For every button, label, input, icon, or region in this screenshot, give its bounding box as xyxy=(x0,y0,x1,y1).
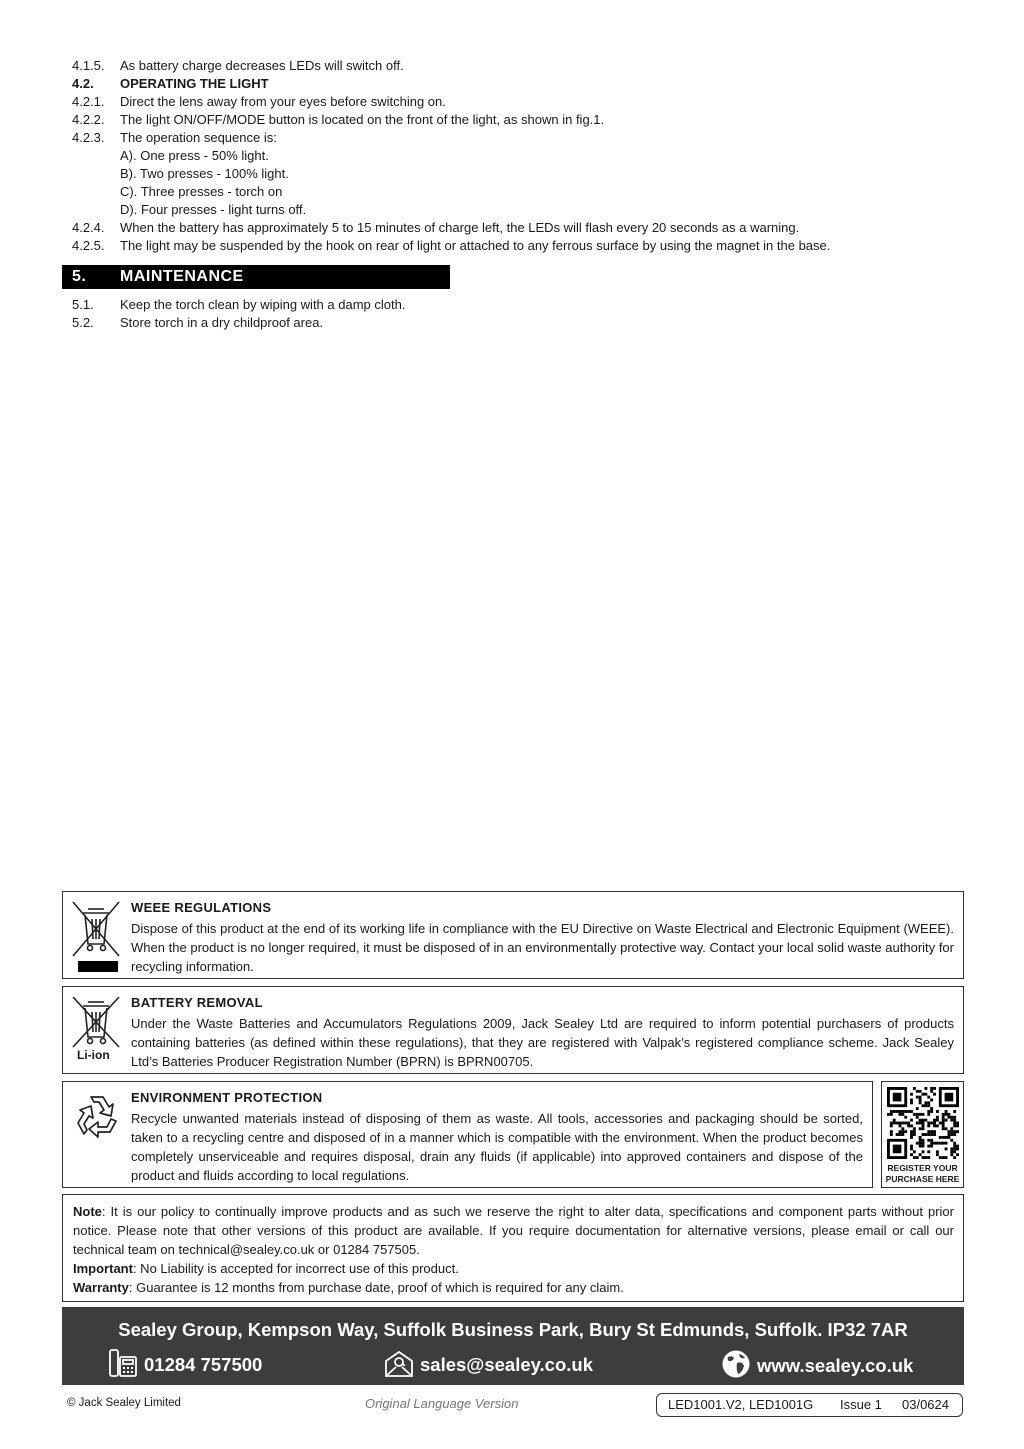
copyright-text: © Jack Sealey Limited xyxy=(67,1397,181,1409)
contact-footer xyxy=(62,1307,964,1385)
phone-contact[interactable]: 01284 757500 xyxy=(108,1349,262,1377)
instruction-4-2-1: 4.2.1. Direct the lens away from your eyes before switching on. xyxy=(72,94,446,109)
sequence-step-a: A). One press - 50% light. xyxy=(120,148,269,163)
battery-body: Under the Waste Batteries and Accumulators Regulations 2009, Jack Sealey Ltd are required to inform potential purchasers of products containing batteries (as defined within these regulations), that they are registered with Valpak’s registered compliance scheme. Jack Sealey Ltd’s Batteries Producer Registration Number (BPRN) is BPRN00705. xyxy=(131,1016,954,1069)
warranty-paragraph: Warranty: Guarantee is 12 months from purchase date, proof of which is required for any claim. xyxy=(73,1280,624,1295)
environment-title: ENVIRONMENT PROTECTION xyxy=(131,1090,323,1105)
maintenance-item-5-1: 5.1. Keep the torch clean by wiping with a damp cloth. xyxy=(72,297,406,312)
maintenance-number: 5. xyxy=(72,268,87,285)
li-ion-label: Li-ion xyxy=(77,1048,110,1062)
note-paragraph: Note: It is our policy to continually improve products and as such we reserve the right to alter data, specifications and component parts without prior notice. Please note that other versions of this product are available. If you require documentation for alternative versions, please email or call our technical team on technical@sealey.co.uk or 01284 757505. xyxy=(73,1204,954,1257)
qr-code-icon[interactable] xyxy=(887,1087,959,1159)
weee-title: WEEE REGULATIONS xyxy=(131,900,272,915)
phone-icon xyxy=(108,1349,138,1377)
environment-body: Recycle unwanted materials instead of disposing of them as waste. All tools, accessories and packaging should be sorted, taken to a recycling centre and disposed of in a manner which is compatible with the environment. When the product becomes completely unserviceable and requires disposal, drain any fluids (if applicable) into approved containers and dispose of the product and fluids according to local regulations. xyxy=(131,1111,863,1183)
battery-title: BATTERY REMOVAL xyxy=(131,995,263,1010)
register-purchase-label: REGISTER YOUR PURCHASE HERE xyxy=(885,1163,960,1184)
note-box xyxy=(62,1194,964,1302)
document-reference xyxy=(656,1393,963,1417)
sequence-step-b: B). Two presses - 100% light. xyxy=(120,166,289,181)
globe-icon xyxy=(721,1349,751,1379)
instruction-4-2-4: 4.2.4. When the battery has approximately 5 to 15 minutes of charge left, the LEDs will flash every 20 seconds as a warning. xyxy=(72,220,800,235)
maintenance-heading xyxy=(62,265,450,289)
instruction-4-1-5: 4.1.5. As battery charge decreases LEDs will switch off. xyxy=(72,58,404,73)
register-purchase-box[interactable] xyxy=(881,1081,964,1188)
issue-date: 03/0624 xyxy=(902,1397,949,1412)
email-icon xyxy=(384,1349,414,1377)
maintenance-item-5-2: 5.2. Store torch in a dry childproof area. xyxy=(72,315,324,330)
weee-regulations-box xyxy=(62,891,964,979)
instruction-4-2-3: 4.2.3. The operation sequence is: xyxy=(72,130,277,145)
battery-removal-box xyxy=(62,986,964,1074)
instruction-4-2-5: 4.2.5. The light may be suspended by the hook on rear of light or attached to any ferrous surface by using the magnet in the base. xyxy=(72,238,831,253)
sequence-step-d: D). Four presses - light turns off. xyxy=(120,202,307,217)
model-numbers: LED1001.V2, LED1001G xyxy=(668,1397,814,1412)
environment-protection-box xyxy=(62,1081,873,1188)
company-address: Sealey Group, Kempson Way, Suffolk Business Park, Bury St Edmunds, Suffolk. IP32 7AR xyxy=(118,1319,908,1340)
crossed-bin-icon xyxy=(71,900,121,972)
website-contact[interactable]: www.sealey.co.uk xyxy=(721,1349,913,1379)
maintenance-title: MAINTENANCE xyxy=(120,268,244,285)
sequence-step-c: C). Three presses - torch on xyxy=(120,184,283,199)
language-version: Original Language Version xyxy=(365,1396,519,1411)
email-contact[interactable]: sales@sealey.co.uk xyxy=(384,1349,593,1377)
recycle-icon xyxy=(71,1091,123,1143)
important-paragraph: Important: No Liability is accepted for incorrect use of this product. xyxy=(73,1261,459,1276)
instruction-4-2-2: 4.2.2. The light ON/OFF/MODE button is located on the front of the light, as shown in fig.1. xyxy=(72,112,605,127)
crossed-bin-icon xyxy=(71,997,121,1055)
issue-number: Issue 1 xyxy=(840,1397,882,1412)
weee-body: Dispose of this product at the end of its working life in compliance with the EU Directive on Waste Electrical and Electronic Equipment (WEEE). When the product is no longer required, it must be disposed of in an environmentally protective way. Contact your local solid waste authority for recycling information. xyxy=(131,921,954,974)
section-heading-4-2: 4.2. OPERATING THE LIGHT xyxy=(72,76,269,91)
